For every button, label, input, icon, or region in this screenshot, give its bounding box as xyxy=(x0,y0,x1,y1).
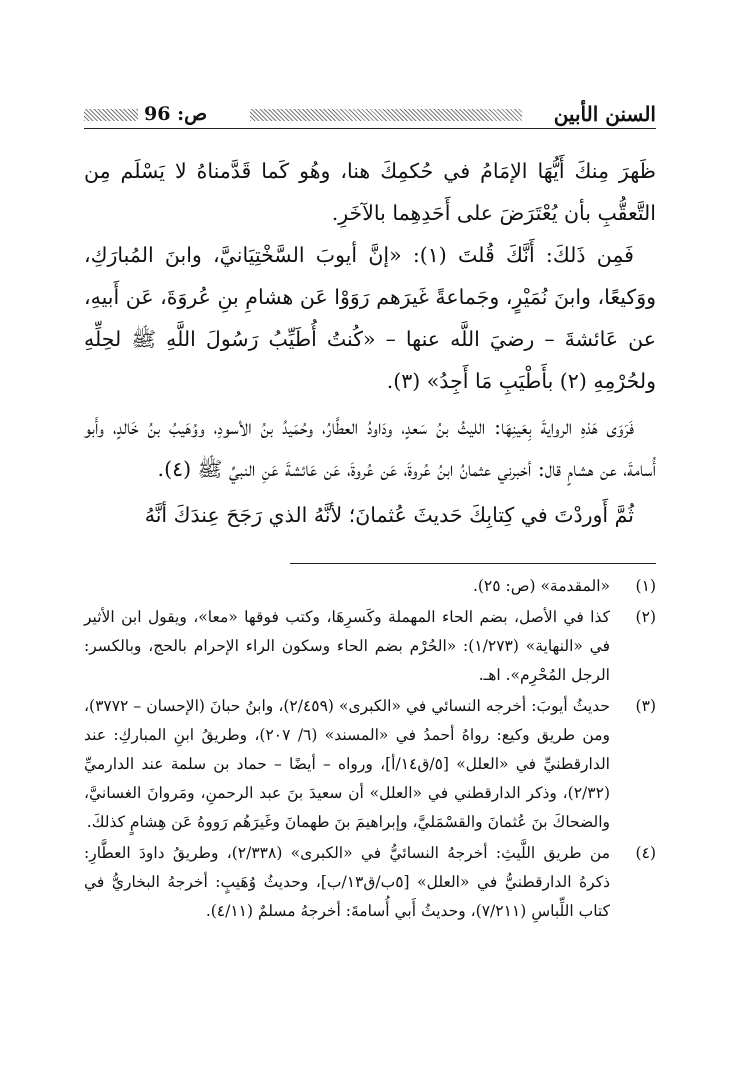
page-number: ص: 96 xyxy=(144,103,208,125)
footnote-number: (٢) xyxy=(635,608,656,626)
paragraph-3: فَرَوَى هَذهِ الروايةَ بِعَينِهَا: الليثُ بنُ سَعدٍ، ودَاودُ العطَّارُ، وحُمَيدُ بنُ الأسودِ، ووُهَيبُ بنُ خَالدٍ، وأَبو أُسامةَ، عن هشامٍ قال: أخبرني عثمانُ ابنُ عُروةَ، عَن عُروةَ، عَن عَائشةَ عَنِ النبيِّ ﷺ (٤). xyxy=(84,415,656,481)
footnote-number: (٤) xyxy=(635,844,656,862)
running-header xyxy=(84,100,656,130)
footnote-text: كذا في الأصل، بضم الحاء المهملة وكَسرِهَا، وكتب فوقها «معا»، ويقول ابن الأثير في «النهاية» (١/٢٧٣): «الحُرْم بضم الحاء وسكون الراء الإحرام بالحج، وبالكسر: الرجل المُحْرِم». اهـ. xyxy=(84,608,610,684)
footnote xyxy=(84,839,656,926)
footnote xyxy=(84,692,656,837)
footnote xyxy=(84,603,656,690)
header-ornament-band-left xyxy=(84,109,138,121)
footnote-number: (٣) xyxy=(635,697,656,715)
footnote-text: من طريق اللَّيثِ: أخرجهُ النسائيُّ في «الكبرى» (٢/٣٣٨)، وطريقُ داودَ العطَّارِ: ذكرهُ الدارقطنيُّ في «العلل» [٥ب/ق١٣/ب]، وحديثُ وُهَيبٍ: أخرجهُ البخاريُّ في كتاب اللِّباسِ (٧/٢١١)، وحديثُ أَبي أُسامةَ: أخرجهُ مسلمٌ (٤/١١). xyxy=(84,844,610,920)
header-rule xyxy=(84,128,656,129)
footnote-number: (١) xyxy=(635,577,656,595)
book-title: السنن الأبين xyxy=(553,102,656,126)
footnotes xyxy=(84,572,656,928)
header-ornament-band xyxy=(250,109,522,121)
main-text xyxy=(84,150,656,536)
footnote xyxy=(84,572,656,601)
footnote-text: «المقدمة» (ص: ٢٥). xyxy=(472,577,610,595)
footnote-text: حديثُ أيوبَ: أخرجه النسائي في «الكبرى» (٢/٤٥٩)، وابنُ حبانَ (الإحسان – ٣٧٧٢)، ومن طريق وكيع: رواهُ أحمدُ في «المسند» (٦/ ٢٠٧)، وطريقُ ابنِ المباركِ: عند الدارقطنيِّ في «العلل» [٥/ق١٤/أ]، ورواه – أيضًا – حماد بن سلمة عند الدارميِّ (٢/٣٢)، وذكر الدارقطني في «العلل» أن سعيدَ بنَ عبد الرحمنِ، ومَروانَ الغسانيَّ، والضحاكَ بنَ عُثمانَ والقسْمَليَّ، وإبراهيمَ بنَ طهمانَ وغَيرَهُم رَووهُ عَن هِشامٍ كذلكَ. xyxy=(84,697,610,831)
paragraph-2: فَمِن ذَلكَ: أَنَّكَ قُلتَ (١): «إنَّ أيوبَ السَّخْتِيَانيَّ، وابنَ المُبارَكِ، ووَكيعًا، وابنَ نُمَيْرٍ، وجَماعةً غَيرَهم رَوَوْا عَن هشامِ بنِ عُروَةَ، عَن أَبيهِ، عن عَائشةَ – رضيَ اللَّه عنها – «كُنتُ أُطَيِّبُ رَسُولَ اللَّهِ ﷺ لحِلِّهِ ولحُرْمِهِ (٢) بأَطْيَبِ مَا أَجِدُ» (٣). xyxy=(84,243,656,393)
paragraph-1: ظَهرَ مِنكَ أَيُّهَا الإمَامُ في حُكمِكَ هنا، وهُو كَما قَدَّمناهُ لا يَسْلَم مِن التَّعقُّبِ بأن يُعْتَرَضَ على أَحَدِهِما بالآخَرِ. xyxy=(84,159,656,225)
footnote-separator xyxy=(290,563,656,564)
paragraph-4: ثُمَّ أَوردْتَ في كِتابِكَ حَديثَ عُثمانَ؛ لأنَّهُ الذي رَجَحَ عِندَكَ أنَّهُ xyxy=(144,503,634,527)
